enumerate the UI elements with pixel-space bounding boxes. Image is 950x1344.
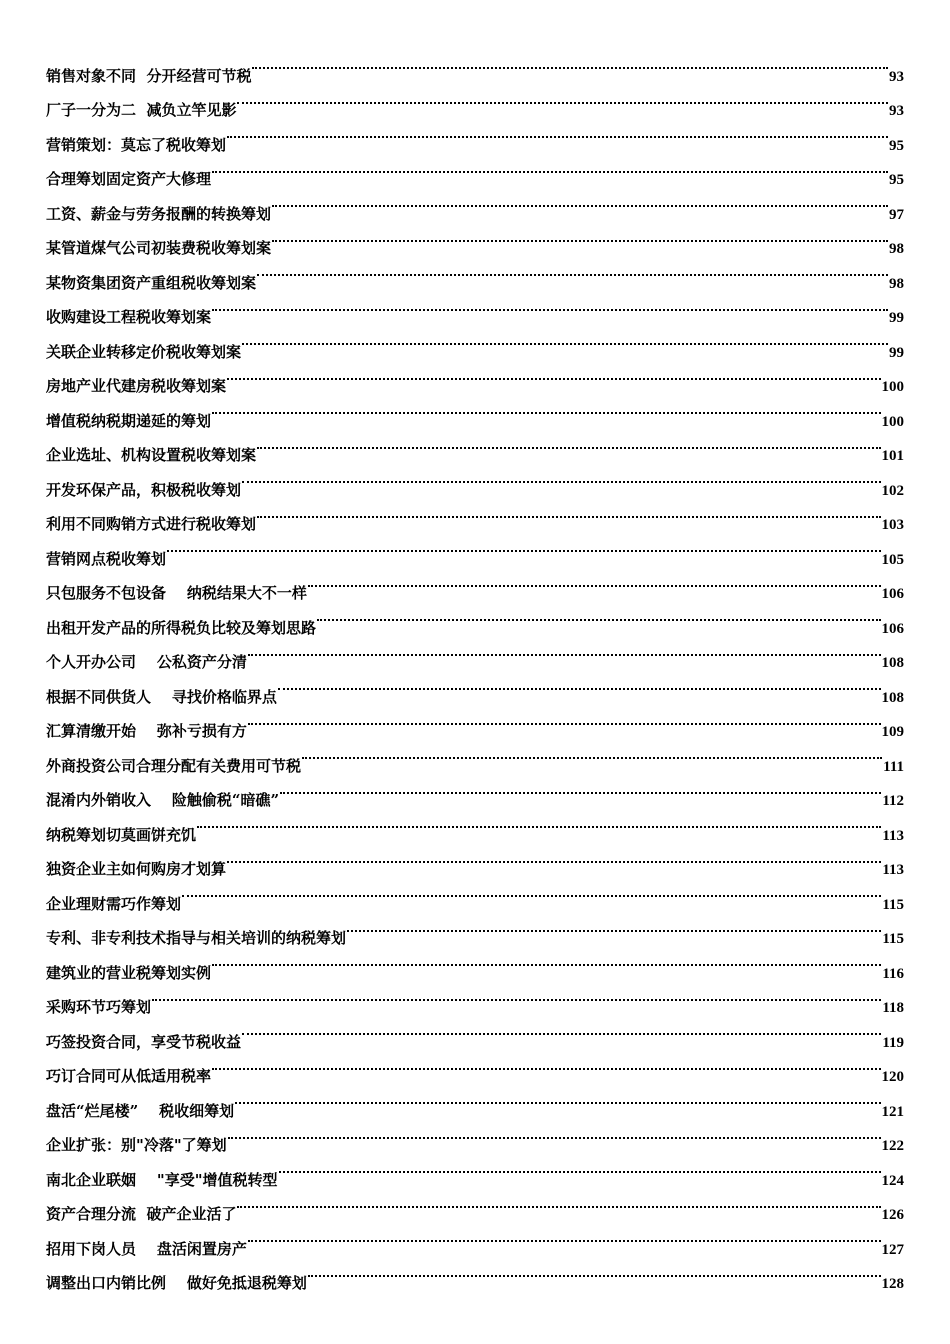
toc-entry[interactable] xyxy=(46,1012,904,1051)
toc-page-number: 119 xyxy=(882,1034,904,1051)
toc-entry-title: 销售对象不同 分开经营可节税 xyxy=(46,66,252,85)
toc-dot-leader xyxy=(278,667,881,702)
toc-dot-leader xyxy=(302,736,882,771)
toc-entry-title: 开发环保产品，积极税收筹划 xyxy=(46,480,242,499)
toc-entry-title: 厂子一分为二 减负立竿见影 xyxy=(46,101,237,119)
toc-dot-leader xyxy=(212,391,880,426)
toc-page-number: 115 xyxy=(882,931,904,947)
toc-entry-title: 巧订合同可从低适用税率 xyxy=(46,1067,212,1085)
toc-dot-leader xyxy=(227,840,881,875)
toc-dot-leader xyxy=(212,1047,880,1082)
toc-dot-leader xyxy=(279,1150,881,1185)
toc-page-number: 124 xyxy=(881,1172,904,1189)
toc-entry-title: 南北企业联姻 "享受"增值税转型 xyxy=(46,1170,278,1189)
toc-dot-leader xyxy=(242,460,880,495)
toc-entry-title: 建筑业的营业税筹划实例 xyxy=(46,963,212,982)
toc-entry-title: 某管道煤气公司初装费税收筹划案 xyxy=(46,239,272,257)
toc-page-number: 103 xyxy=(881,517,904,533)
toc-entry-title: 某物资集团资产重组税收筹划案 xyxy=(46,273,257,292)
toc-dot-leader xyxy=(197,805,881,840)
toc-entry[interactable] xyxy=(46,978,904,1016)
toc-page-number: 102 xyxy=(881,482,904,499)
toc-dot-leader xyxy=(257,495,880,530)
toc-dot-leader xyxy=(167,529,880,564)
toc-page-number: 93 xyxy=(889,68,904,85)
toc-dot-leader xyxy=(212,943,881,978)
toc-entry-title: 营销网点税收筹划 xyxy=(46,549,167,568)
toc-page-number: 106 xyxy=(881,586,904,602)
toc-page-number: 111 xyxy=(883,758,904,775)
toc-entry[interactable] xyxy=(46,46,904,85)
toc-page-number: 99 xyxy=(889,344,904,361)
toc-dot-leader xyxy=(252,46,888,81)
toc-page-number: 108 xyxy=(881,689,904,706)
toc-page-number: 115 xyxy=(882,896,904,913)
toc-entry[interactable] xyxy=(46,529,904,568)
toc-page-number: 128 xyxy=(881,1276,904,1292)
toc-entry-title: 只包服务不包设备 纳税结果大不一样 xyxy=(46,584,307,602)
toc-page-number: 98 xyxy=(889,241,904,257)
toc-entry-title: 营销策划：莫忘了税收筹划 xyxy=(46,135,227,154)
toc-page-number: 113 xyxy=(882,827,904,844)
toc-page-number: 95 xyxy=(889,172,904,188)
toc-dot-leader xyxy=(257,253,888,288)
toc-dot-leader xyxy=(237,1185,880,1220)
toc-page-number: 118 xyxy=(882,1000,904,1016)
toc-entry-title: 巧签投资合同，享受节税收益 xyxy=(46,1032,242,1051)
toc-entry-title: 资产合理分流 破产企业活了 xyxy=(46,1205,237,1223)
toc-page-number: 98 xyxy=(889,275,904,292)
toc-dot-leader xyxy=(248,1219,881,1254)
toc-page-number: 121 xyxy=(881,1103,904,1120)
toc-page-number: 120 xyxy=(881,1069,904,1085)
toc-page-number: 100 xyxy=(881,379,904,395)
toc-entry-title: 盘活“烂尾楼” 税收细筹划 xyxy=(46,1101,235,1120)
toc-page-number: 109 xyxy=(881,724,904,740)
toc-page-number: 126 xyxy=(881,1207,904,1223)
toc-entry-title: 企业理财需巧作筹划 xyxy=(46,894,182,913)
toc-entry-title: 收购建设工程税收筹划案 xyxy=(46,308,212,326)
toc-dot-leader xyxy=(212,288,888,323)
toc-entry-title: 个人开办公司 公私资产分清 xyxy=(46,653,247,671)
toc-entry-title: 混淆内外销收入 险触偷税“暗礁” xyxy=(46,791,280,809)
toc-dot-leader xyxy=(308,1254,881,1289)
toc-dot-leader xyxy=(228,1116,881,1151)
toc-page-number: 100 xyxy=(881,413,904,430)
toc-entry[interactable] xyxy=(46,564,904,602)
toc-entry-title: 汇算清缴开始 弥补亏损有方 xyxy=(46,722,247,740)
toc-entry-title: 增值税纳税期递延的筹划 xyxy=(46,411,212,430)
toc-entry-title: 采购环节巧筹划 xyxy=(46,998,152,1016)
toc-page-number: 116 xyxy=(882,965,904,982)
toc-entry-title: 招用下岗人员 盘活闲置房产 xyxy=(46,1239,247,1258)
toc-entry-title: 关联企业转移定价税收筹划案 xyxy=(46,342,242,361)
toc-entry-title: 企业扩张：别"冷落"了筹划 xyxy=(46,1136,227,1154)
toc-dot-leader xyxy=(280,771,881,806)
toc-page-number: 105 xyxy=(881,551,904,568)
toc-dot-leader xyxy=(308,564,881,599)
toc-entry-title: 纳税筹划切莫画饼充饥 xyxy=(46,825,197,844)
toc-entry-title: 房地产业代建房税收筹划案 xyxy=(46,377,227,395)
toc-entry-title: 利用不同购销方式进行税收筹划 xyxy=(46,515,257,533)
toc-page-number: 127 xyxy=(881,1241,904,1258)
toc-dot-leader xyxy=(242,322,888,357)
toc-entry-title: 出租开发产品的所得税负比较及筹划思路 xyxy=(46,618,317,637)
toc-dot-leader xyxy=(242,1012,881,1047)
toc-dot-leader xyxy=(182,874,881,909)
toc-dot-leader xyxy=(272,184,888,219)
toc-dot-leader xyxy=(248,702,881,737)
toc-page-number: 108 xyxy=(881,655,904,671)
toc-entry-title: 外商投资公司合理分配有关费用可节税 xyxy=(46,756,302,775)
toc-entry-title: 专利、非专利技术指导与相关培训的纳税筹划 xyxy=(46,929,347,947)
toc-dot-leader xyxy=(272,219,888,254)
toc-dot-leader xyxy=(152,978,881,1013)
toc-entry-title: 调整出口内销比例 做好免抵退税筹划 xyxy=(46,1274,307,1292)
toc-dot-leader xyxy=(257,426,880,461)
toc-dot-leader xyxy=(347,909,881,944)
toc-page-number: 95 xyxy=(889,137,904,154)
toc-page-number: 113 xyxy=(882,862,904,878)
toc-dot-leader xyxy=(237,81,888,116)
toc-dot-leader xyxy=(248,633,881,668)
toc-page-number: 93 xyxy=(889,103,904,119)
toc-page-number: 99 xyxy=(889,310,904,326)
toc-dot-leader xyxy=(317,598,880,633)
toc-entry-title: 工资、薪金与劳务报酬的转换筹划 xyxy=(46,204,272,223)
toc-dot-leader xyxy=(235,1081,880,1116)
toc-entry-title: 企业选址、机构设置税收筹划案 xyxy=(46,446,257,464)
toc-entry-title: 合理筹划固定资产大修理 xyxy=(46,170,212,188)
table-of-contents xyxy=(46,46,904,1292)
toc-dot-leader xyxy=(212,150,888,185)
toc-dot-leader xyxy=(227,115,888,150)
toc-page-number: 122 xyxy=(881,1138,904,1154)
toc-entry-title: 根据不同供货人 寻找价格临界点 xyxy=(46,687,277,706)
toc-entry-title: 独资企业主如何购房才划算 xyxy=(46,860,227,878)
toc-page-number: 101 xyxy=(881,448,904,464)
toc-page-number: 106 xyxy=(881,620,904,637)
toc-page-number: 112 xyxy=(882,793,904,809)
toc-page-number: 97 xyxy=(889,206,904,223)
toc-dot-leader xyxy=(227,357,880,392)
